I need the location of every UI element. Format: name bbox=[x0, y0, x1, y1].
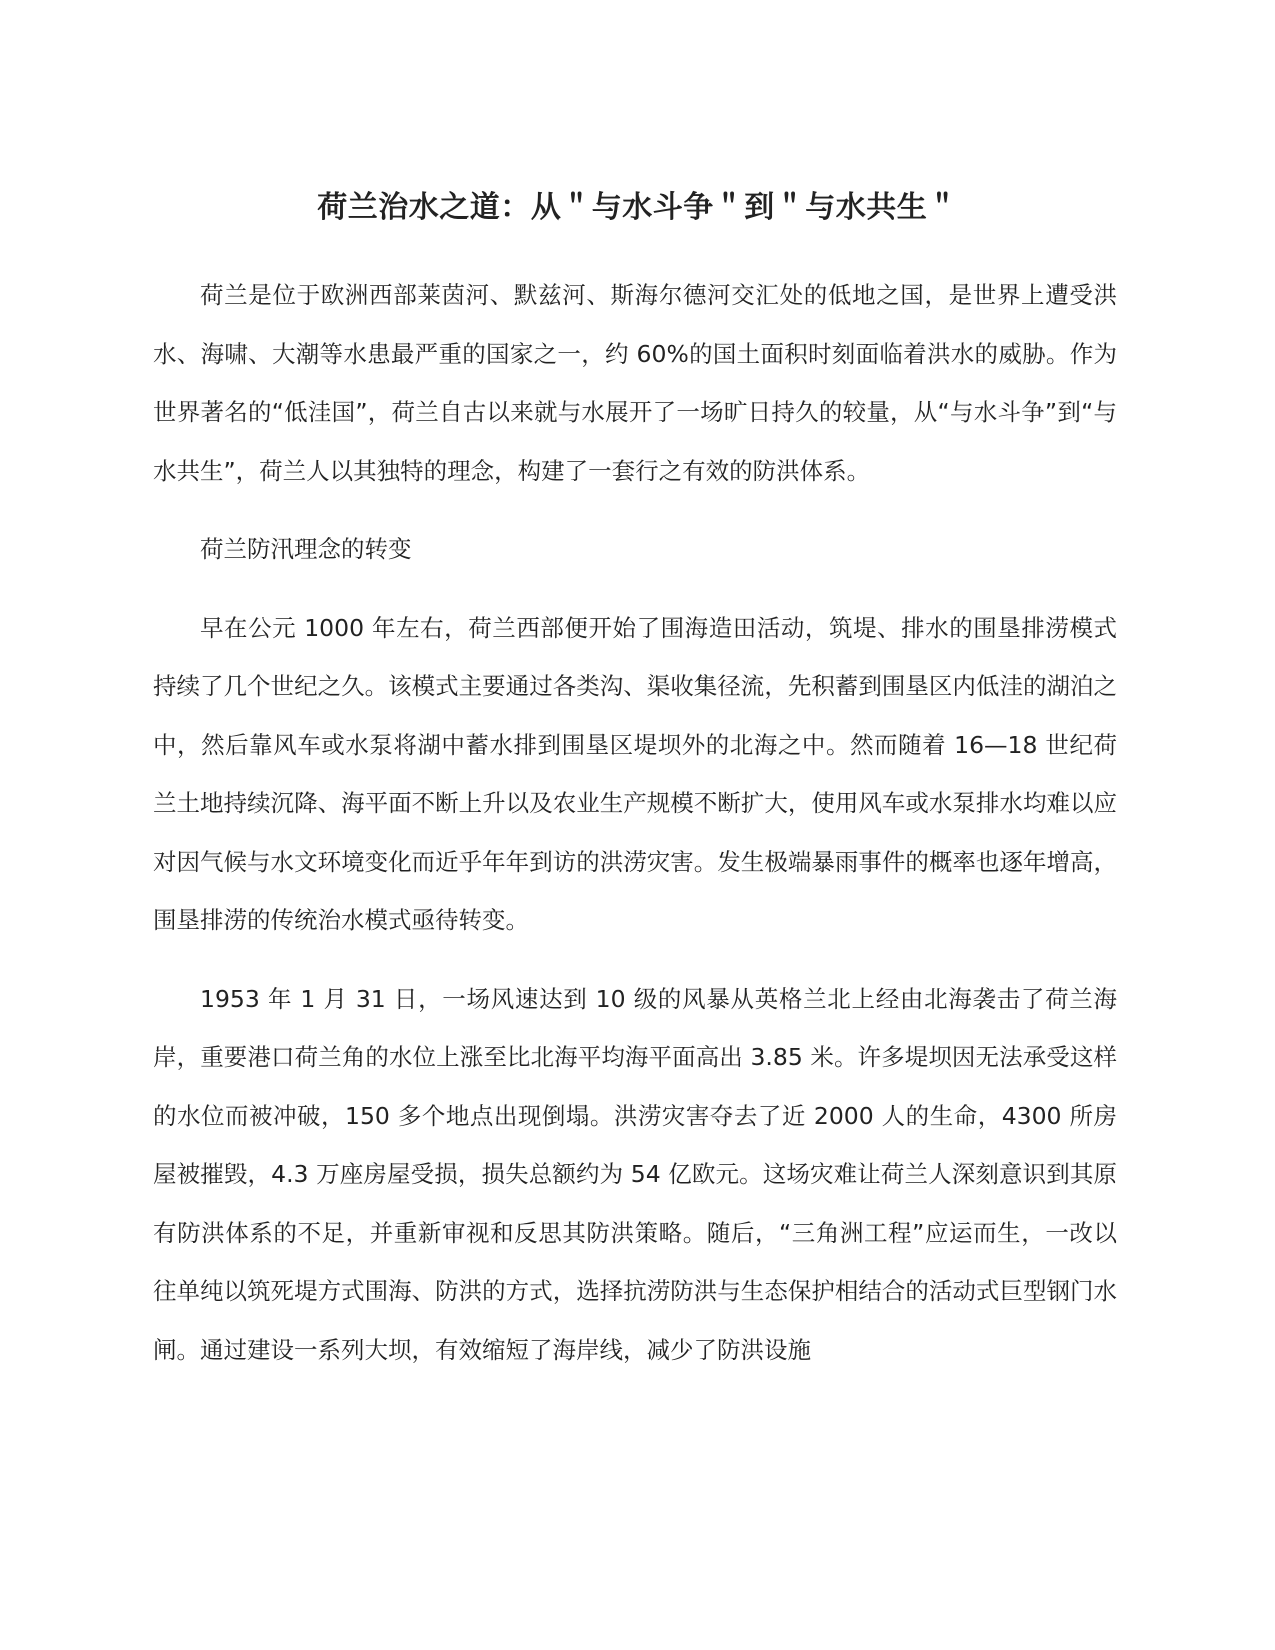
paragraph-intro: 荷兰是位于欧洲西部莱茵河、默兹河、斯海尔德河交汇处的低地之国，是世界上遭受洪水、海啸、大潮等水患最严重的国家之一，约 60%的国土面积时刻面临着洪水的威胁。作为世界著名的“低洼国”，荷兰自古以来就与水展开了一场旷日持久的较量，从“与水斗争”到“与水共生”，荷兰人以其独特的理念，构建了一套行之有效的防洪体系。 bbox=[153, 281, 1117, 485]
document-title: 荷兰治水之道：从＂与水斗争＂到＂与水共生＂ bbox=[317, 190, 958, 225]
paragraph-1953-flood: 1953 年 1 月 31 日，一场风速达到 10 级的风暴从英格兰北上经由北海袭击了荷兰海岸，重要港口荷兰角的水位上涨至比北海平均海平面高出 3.85 米。许多堤坝因无法承受这样的水位而被冲破，150 多个地点出现倒塌。洪涝灾害夺去了近 2000 人的生命，4300 所房屋被摧毁，4.3 万座房屋受损，损失总额约为 54 亿欧元。这场灾难让荷兰人深刻意识到其原有防洪体系的不足，并重新审视和反思其防洪策略。随后，“三角洲工程”应运而生，一改以往单纯以筑死堤方式围海、防洪的方式，选择抗涝防洪与生态保护相结合的活动式巨型钢门水闸。通过建设一系列大坝，有效缩短了海岸线，减少了防洪设施 bbox=[153, 984, 1117, 1364]
document-body bbox=[153, 266, 1117, 1399]
section-heading: 荷兰防汛理念的转变 bbox=[200, 535, 412, 563]
paragraph-history: 早在公元 1000 年左右，荷兰西部便开始了围海造田活动，筑堤、排水的围垦排涝模式持续了几个世纪之久。该模式主要通过各类沟、渠收集径流，先积蓄到围垦区内低洼的湖泊之中，然后靠风车或水泵将湖中蓄水排到围垦区堤坝外的北海之中。然而随着 16—18 世纪荷兰土地持续沉降、海平面不断上升以及农业生产规模不断扩大，使用风车或水泵排水均难以应对因气候与水文环境变化而近乎年年到访的洪涝灾害。发生极端暴雨事件的概率也逐年增高，围垦排涝的传统治水模式亟待转变。 bbox=[153, 613, 1117, 934]
